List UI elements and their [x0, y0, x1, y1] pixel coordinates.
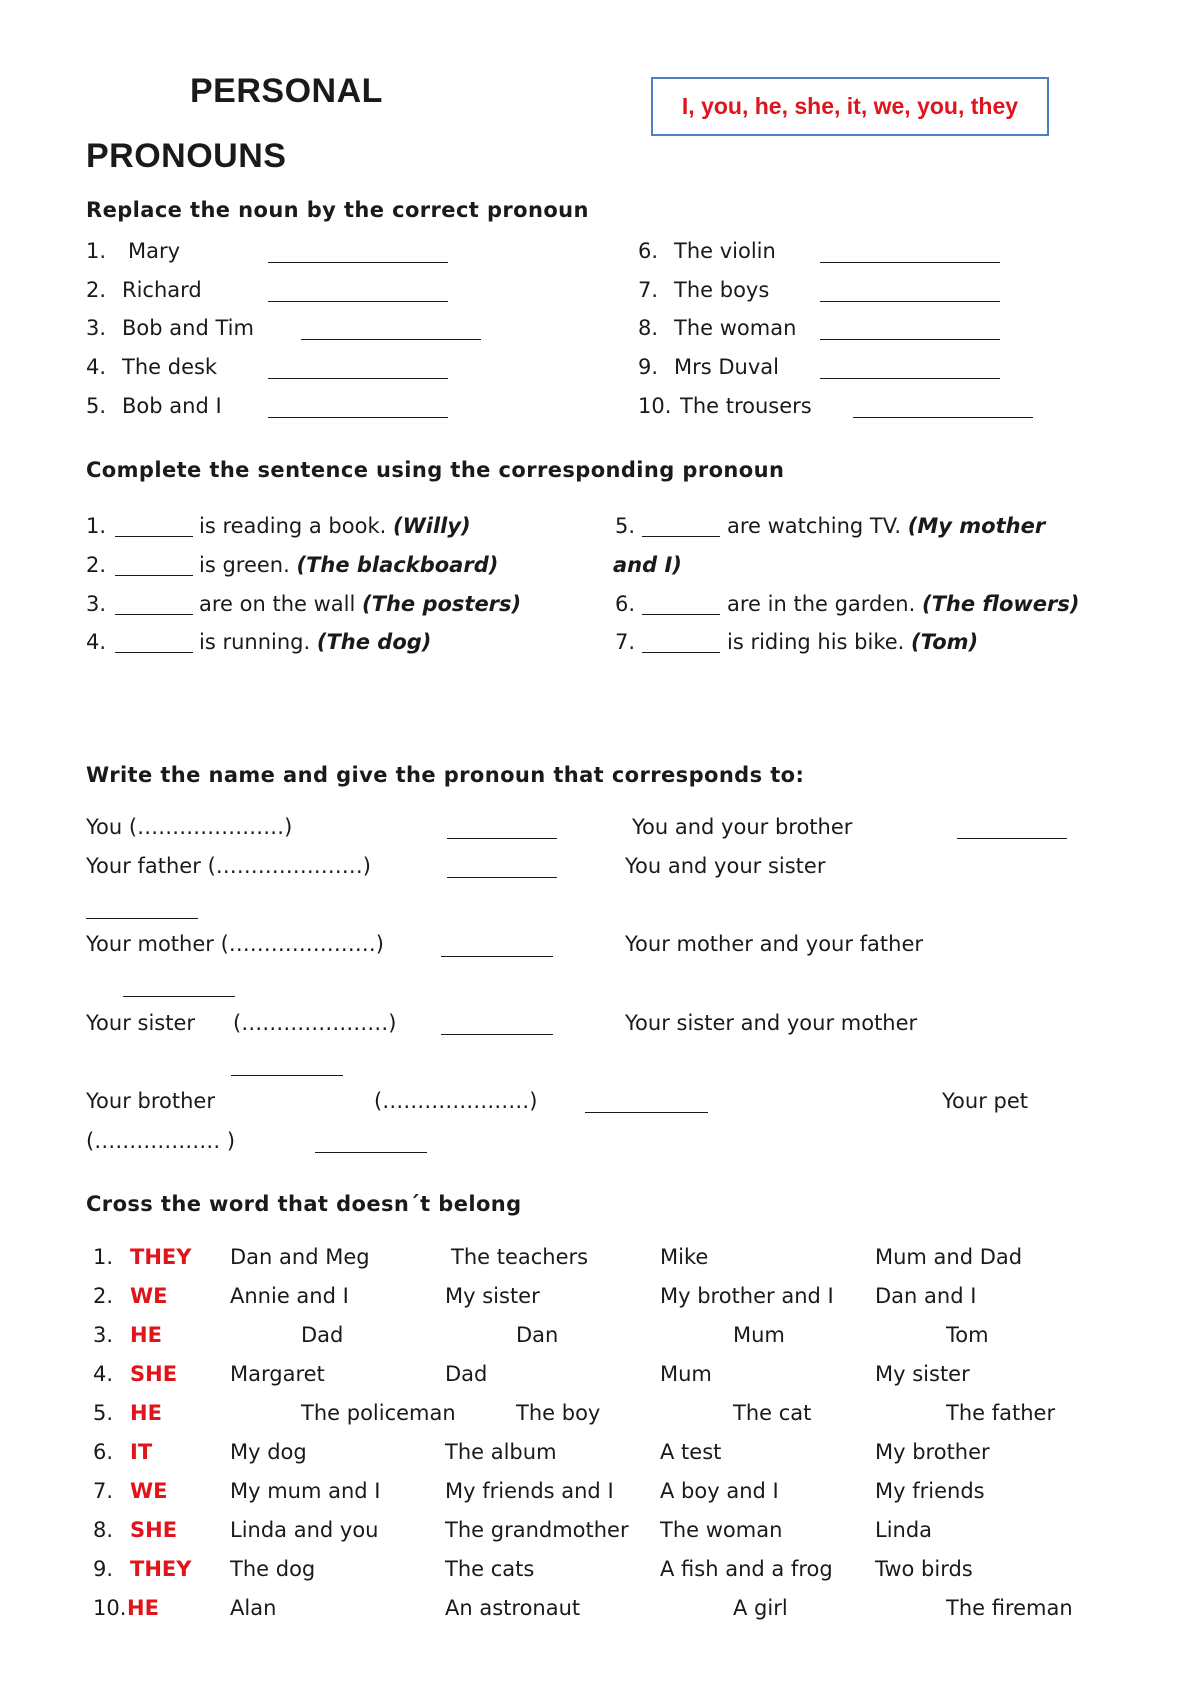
cross-word-option[interactable]: The cat	[733, 1401, 812, 1425]
s1-item-text: The trousers	[680, 394, 812, 418]
section4-heading: Cross the word that doesn´t belong	[86, 1192, 522, 1216]
s1-item-text: The woman	[674, 316, 797, 340]
cross-word-option[interactable]: Dan and Meg	[230, 1245, 370, 1269]
answer-blank[interactable]	[853, 417, 1033, 418]
cross-word-option[interactable]: My sister	[875, 1362, 970, 1386]
s3-dots: (…………………)	[233, 1011, 397, 1035]
cross-word-option[interactable]: Dan	[516, 1323, 559, 1347]
s2-item-num: 1.	[86, 514, 107, 538]
s2-item-num: 2.	[86, 553, 107, 577]
s1-item-text: The desk	[122, 355, 218, 379]
cross-word-option[interactable]: Two birds	[875, 1557, 973, 1581]
s1-item-num: 5.	[86, 394, 107, 418]
cross-word-option[interactable]: Linda	[875, 1518, 933, 1542]
s2-item-num: 6.	[615, 592, 636, 616]
cross-row-num: 8.	[93, 1518, 114, 1542]
cross-word-option[interactable]: A test	[660, 1440, 722, 1464]
cross-row-num: 2.	[93, 1284, 114, 1308]
s1-item-text: Richard	[122, 278, 202, 302]
cross-row-num: 5.	[93, 1401, 114, 1425]
s1-item-text: Mary	[128, 239, 181, 263]
section1-heading: Replace the noun by the correct pronoun	[86, 198, 589, 222]
cross-word-option[interactable]: The woman	[660, 1518, 783, 1542]
answer-blank[interactable]	[642, 536, 720, 537]
cross-word-option[interactable]: Mike	[660, 1245, 709, 1269]
cross-word-option[interactable]: The father	[946, 1401, 1056, 1425]
cross-word-option[interactable]: My friends	[875, 1479, 985, 1503]
s3-item: Your brother	[86, 1089, 215, 1113]
cross-word-option[interactable]: Dad	[445, 1362, 488, 1386]
s3-item: Your sister	[86, 1011, 196, 1035]
answer-blank[interactable]	[441, 956, 553, 957]
answer-blank[interactable]	[447, 877, 557, 878]
section3-heading: Write the name and give the pronoun that corresponds to:	[86, 763, 805, 787]
answer-blank[interactable]	[315, 1152, 427, 1153]
s3-dots: (……………… )	[86, 1129, 236, 1153]
s3-item: Your father (…………………)	[86, 854, 371, 878]
answer-blank[interactable]	[115, 575, 193, 576]
s2-hint-continuation: and I)	[613, 553, 682, 577]
s1-item-num: 4.	[86, 355, 107, 379]
cross-word-option[interactable]: An astronaut	[445, 1596, 581, 1620]
page-title-line1: PERSONAL	[190, 72, 383, 110]
cross-word-option[interactable]: The policeman	[301, 1401, 456, 1425]
answer-blank[interactable]	[642, 614, 720, 615]
s2-item-num: 5.	[615, 514, 636, 538]
cross-row-num: 4.	[93, 1362, 114, 1386]
cross-word-option[interactable]: The boy	[516, 1401, 601, 1425]
cross-word-option[interactable]: Alan	[230, 1596, 277, 1620]
answer-blank[interactable]	[820, 339, 1000, 340]
s2-sentence: is riding his bike. (Tom)	[727, 630, 979, 654]
cross-row-pronoun: WE	[130, 1479, 168, 1503]
cross-word-option[interactable]: The album	[445, 1440, 557, 1464]
cross-word-option[interactable]: My friends and I	[445, 1479, 614, 1503]
s3-dots: (…………………)	[374, 1089, 538, 1113]
answer-blank[interactable]	[441, 1034, 553, 1035]
answer-blank[interactable]	[231, 1075, 343, 1076]
s2-sentence: are on the wall (The posters)	[199, 592, 522, 616]
s1-item-text: Bob and Tim	[122, 316, 254, 340]
s1-item-num: 7.	[638, 278, 659, 302]
section2-heading: Complete the sentence using the corresponding pronoun	[86, 458, 785, 482]
cross-row-pronoun: SHE	[130, 1362, 178, 1386]
answer-blank[interactable]	[268, 417, 448, 418]
s2-sentence: is green. (The blackboard)	[199, 553, 499, 577]
s1-item-num: 8.	[638, 316, 659, 340]
s2-sentence: are watching TV. (My mother	[727, 514, 1046, 538]
cross-word-option[interactable]: Dan and I	[875, 1284, 977, 1308]
s3-item: You and your sister	[625, 854, 826, 878]
cross-row-pronoun: SHE	[130, 1518, 178, 1542]
s1-item-num: 2.	[86, 278, 107, 302]
cross-word-option[interactable]: My brother	[875, 1440, 990, 1464]
answer-blank[interactable]	[301, 339, 481, 340]
cross-word-option[interactable]: My brother and I	[660, 1284, 834, 1308]
answer-blank[interactable]	[957, 838, 1067, 839]
s1-item-num: 6.	[638, 239, 659, 263]
cross-word-option[interactable]: Dad	[301, 1323, 344, 1347]
cross-row-num: 10.	[93, 1596, 127, 1620]
cross-row-num: 1.	[93, 1245, 114, 1269]
s2-item-num: 3.	[86, 592, 107, 616]
cross-row-num: 9.	[93, 1557, 114, 1581]
cross-row-pronoun: HE	[127, 1596, 159, 1620]
answer-blank[interactable]	[268, 262, 448, 263]
s3-item: Your mother (…………………)	[86, 932, 384, 956]
cross-word-option[interactable]: The dog	[230, 1557, 316, 1581]
s1-item-text: The boys	[674, 278, 770, 302]
s3-item: You and your brother	[632, 815, 853, 839]
cross-row-pronoun: THEY	[130, 1245, 192, 1269]
s2-item-num: 7.	[615, 630, 636, 654]
cross-row-pronoun: THEY	[130, 1557, 192, 1581]
s2-sentence: is reading a book. (Willy)	[199, 514, 471, 538]
s2-item-num: 4.	[86, 630, 107, 654]
s2-sentence: are in the garden. (The flowers)	[727, 592, 1080, 616]
s1-item-num: 10.	[638, 394, 672, 418]
page-title-line2: PRONOUNS	[86, 137, 287, 175]
cross-word-option[interactable]: My sister	[445, 1284, 540, 1308]
cross-word-option[interactable]: The grandmother	[445, 1518, 629, 1542]
s3-item: Your pet	[942, 1089, 1028, 1113]
answer-blank[interactable]	[820, 301, 1000, 302]
s1-item-text: The violin	[674, 239, 776, 263]
answer-blank[interactable]	[268, 378, 448, 379]
s3-item: You (…………………)	[86, 815, 293, 839]
cross-word-option[interactable]: Mum	[733, 1323, 785, 1347]
answer-blank[interactable]	[642, 652, 720, 653]
pronoun-list-text: I, you, he, she, it, we, you, they	[681, 93, 1019, 119]
answer-blank[interactable]	[115, 652, 193, 653]
answer-blank[interactable]	[268, 301, 448, 302]
cross-row-num: 6.	[93, 1440, 114, 1464]
cross-word-option[interactable]: A girl	[733, 1596, 788, 1620]
answer-blank[interactable]	[115, 614, 193, 615]
cross-word-option[interactable]: A fish and a frog	[660, 1557, 833, 1581]
cross-row-pronoun: HE	[130, 1323, 162, 1347]
answer-blank[interactable]	[123, 996, 235, 997]
s1-item-num: 9.	[638, 355, 659, 379]
cross-word-option[interactable]: Linda and you	[230, 1518, 379, 1542]
cross-word-option[interactable]: Mum	[660, 1362, 712, 1386]
pronoun-list-box	[651, 77, 1049, 136]
cross-word-option[interactable]: My dog	[230, 1440, 307, 1464]
cross-row-pronoun: IT	[130, 1440, 153, 1464]
cross-word-option[interactable]: The cats	[445, 1557, 535, 1581]
cross-word-option[interactable]: My mum and I	[230, 1479, 381, 1503]
cross-word-option[interactable]: Margaret	[230, 1362, 325, 1386]
answer-blank[interactable]	[86, 918, 198, 919]
cross-word-option[interactable]: A boy and I	[660, 1479, 779, 1503]
answer-blank[interactable]	[820, 262, 1000, 263]
cross-word-option[interactable]: Annie and I	[230, 1284, 349, 1308]
cross-word-option[interactable]: Mum and Dad	[875, 1245, 1023, 1269]
s1-item-num: 3.	[86, 316, 107, 340]
s3-item: Your sister and your mother	[625, 1011, 918, 1035]
cross-word-option[interactable]: The fireman	[946, 1596, 1073, 1620]
s2-sentence: is running. (The dog)	[199, 630, 432, 654]
answer-blank[interactable]	[820, 378, 1000, 379]
cross-row-pronoun: HE	[130, 1401, 162, 1425]
s1-item-text: Mrs Duval	[674, 355, 779, 379]
cross-word-option[interactable]: The teachers	[451, 1245, 589, 1269]
s1-item-text: Bob and I	[122, 394, 222, 418]
cross-row-num: 3.	[93, 1323, 114, 1347]
cross-row-pronoun: WE	[130, 1284, 168, 1308]
s3-item: Your mother and your father	[625, 932, 924, 956]
s1-item-num: 1.	[86, 239, 107, 263]
answer-blank[interactable]	[585, 1112, 708, 1113]
answer-blank[interactable]	[447, 838, 557, 839]
answer-blank[interactable]	[115, 536, 193, 537]
cross-word-option[interactable]: Tom	[946, 1323, 989, 1347]
cross-row-num: 7.	[93, 1479, 114, 1503]
